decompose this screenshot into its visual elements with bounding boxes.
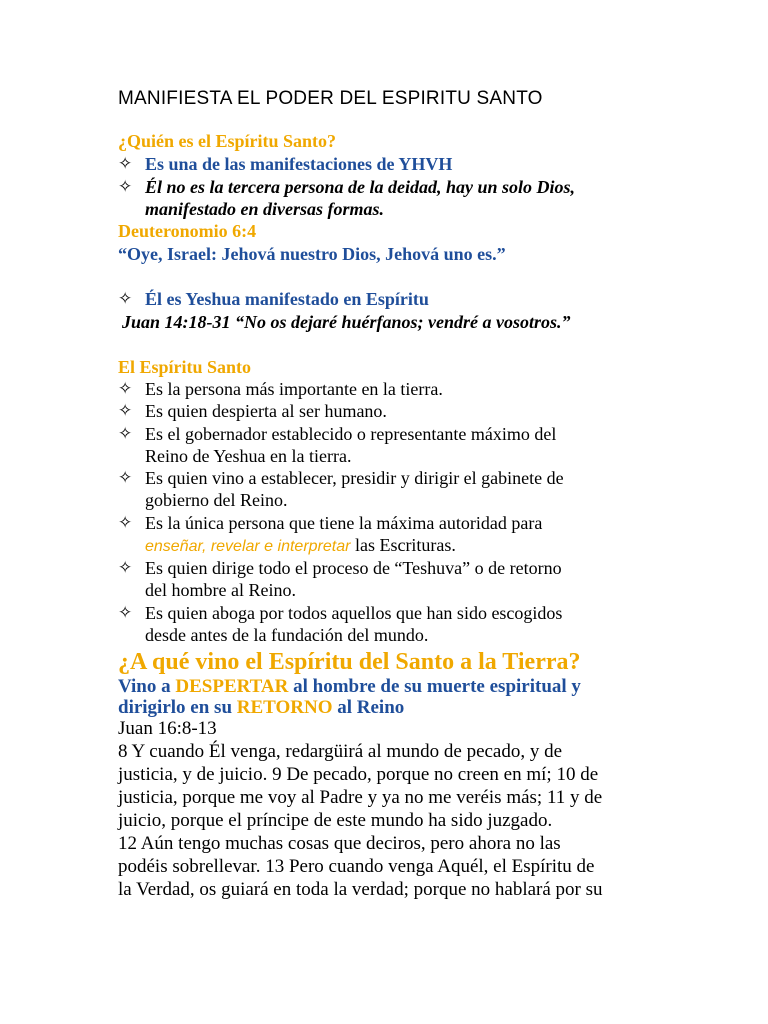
section-heading-purpose: ¿A qué vino el Espíritu del Santo a la Tierra? [118,649,581,675]
list-item-continuation [145,534,456,558]
section-heading-who: ¿Quién es el Espíritu Santo? [118,131,337,151]
purpose-line1 [118,676,581,698]
purpose-text: dirigirlo en su [118,697,237,718]
scripture-line: juicio, porque el príncipe de este mundo ha sido juzgado. [118,810,553,831]
star-outline-icon: ✧ [118,177,133,196]
star-outline-icon: ✧ [118,154,133,173]
purpose-text: al hombre de su muerte espiritual y [288,676,581,697]
list-item: Es quien dirige todo el proceso de “Teshuva” o de retorno [145,558,562,578]
star-outline-icon: ✧ [118,401,133,420]
purpose-line2 [118,697,404,719]
section-heading-holy-spirit: El Espíritu Santo [118,357,252,377]
star-outline-icon: ✧ [118,468,133,487]
bullet-deity-line1: Él no es la tercera persona de la deidad, hay un solo Dios, [145,177,576,197]
bullet-deity-line2: manifestado en diversas formas. [145,199,385,219]
list-item: Es quien despierta al ser humano. [145,401,387,421]
purpose-text: al Reino [332,697,405,718]
scripture-line: justicia, y de juicio. 9 De pecado, porque no creen en mí; 10 de [118,764,599,785]
scripture-line: podéis sobrellevar. 13 Pero cuando venga Aquél, el Espíritu de [118,856,595,877]
list-item: Es la persona más importante en la tierra. [145,379,443,399]
scripture-line: 8 Y cuando Él venga, redargüirá al mundo de pecado, y de [118,741,563,762]
scripture-line: justicia, porque me voy al Padre y ya no me veréis más; 11 y de [118,787,603,808]
highlighted-phrase: enseñar, revelar e interpretar [145,538,351,555]
bullet-yeshua: Él es Yeshua manifestado en Espíritu [145,289,429,309]
list-item-tail: las Escrituras. [350,535,456,555]
scripture-line: 12 Aún tengo muchas cosas que deciros, pero ahora no las [118,833,561,854]
list-item-continuation: desde antes de la fundación del mundo. [145,625,429,645]
list-item-continuation: gobierno del Reino. [145,490,288,510]
star-outline-icon: ✧ [118,379,133,398]
reference-john-14: Juan 14:18-31 “No os dejaré huérfanos; vendré a vosotros.” [122,312,571,332]
star-outline-icon: ✧ [118,603,133,622]
quote-deuteronomy: “Oye, Israel: Jehová nuestro Dios, Jehová uno es.” [118,244,506,264]
list-item: Es quien aboga por todos aquellos que han sido escogidos [145,603,563,623]
list-item: Es quien vino a establecer, presidir y dirigir el gabinete de [145,468,564,488]
star-outline-icon: ✧ [118,558,133,577]
list-item: Es el gobernador establecido o representante máximo del [145,424,557,444]
bullet-manifestation: Es una de las manifestaciones de YHVH [145,154,453,174]
scripture-line: la Verdad, os guiará en toda la verdad; porque no hablará por su [118,879,603,900]
star-outline-icon: ✧ [118,513,133,532]
star-outline-icon: ✧ [118,424,133,443]
keyword-despertar: DESPERTAR [175,676,289,697]
star-outline-icon: ✧ [118,289,133,308]
keyword-retorno: RETORNO [236,697,333,718]
purpose-text: Vino a [118,676,176,697]
list-item-continuation: Reino de Yeshua en la tierra. [145,446,352,466]
list-item: Es la única persona que tiene la máxima autoridad para [145,513,543,533]
reference-john-16: Juan 16:8-13 [118,718,217,739]
list-item-continuation: del hombre al Reino. [145,580,296,600]
page-title: MANIFIESTA EL PODER DEL ESPIRITU SANTO [118,88,543,109]
reference-deuteronomy: Deuteronomio 6:4 [118,221,257,241]
